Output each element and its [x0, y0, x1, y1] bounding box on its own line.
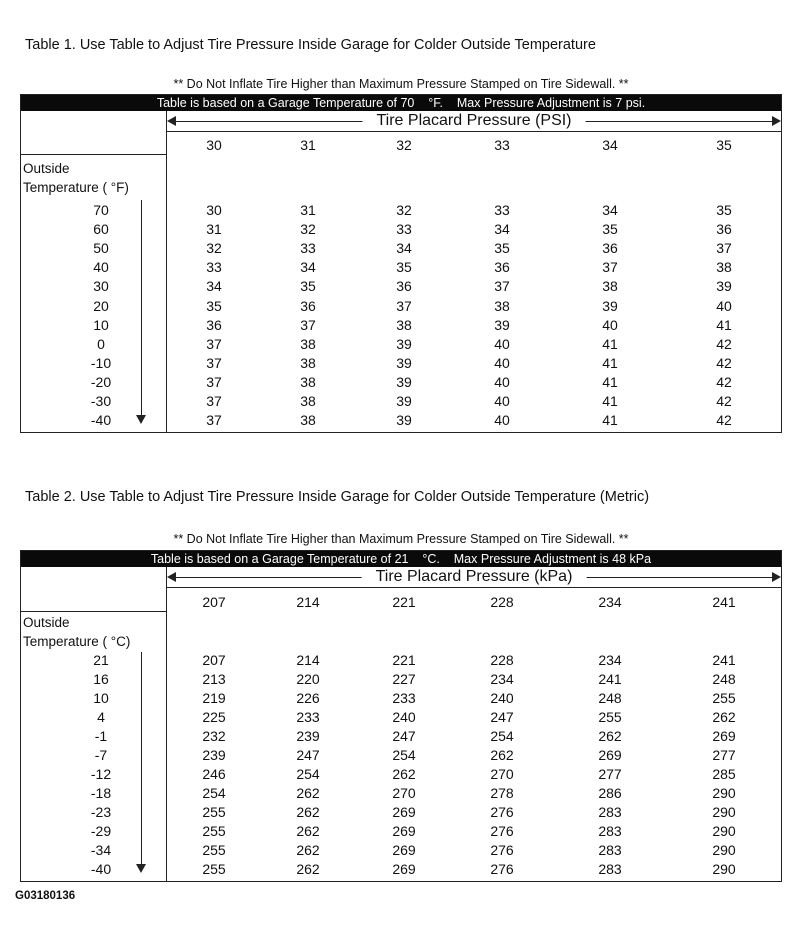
pressure-cell: 35	[396, 259, 412, 276]
pressure-cell: 255	[712, 690, 736, 706]
pressure-cell: 262	[296, 785, 320, 801]
pressure-cell: 37	[602, 259, 618, 276]
pressure-cell: 262	[490, 747, 514, 763]
pressure-cell: 290	[712, 804, 736, 820]
pressure-cell: 40	[494, 373, 510, 390]
pressure-cell: 39	[716, 278, 732, 295]
pressure-cell: 40	[494, 354, 510, 371]
temperature-cell: -10	[90, 354, 112, 371]
table-2-placard-header	[167, 567, 781, 588]
pressure-cell: 33	[206, 259, 222, 276]
temperature-cell: -30	[90, 393, 112, 409]
pressure-cell: 36	[716, 221, 732, 238]
pressure-cell: 233	[392, 690, 416, 706]
pressure-cell: 40	[494, 393, 510, 409]
table-row	[21, 201, 781, 220]
table-row	[21, 258, 781, 277]
table-row	[21, 297, 781, 316]
pressure-cell: 42	[716, 335, 732, 352]
pressure-cell: 42	[716, 393, 732, 409]
pressure-cell: 254	[490, 728, 514, 744]
pressure-cell: 39	[396, 335, 412, 352]
pressure-cell: 255	[202, 804, 226, 820]
pressure-cell: 42	[716, 373, 732, 390]
pressure-cell: 221	[392, 652, 416, 668]
pressure-cell: 41	[602, 335, 618, 352]
pressure-cell: 240	[392, 709, 416, 725]
pressure-cell: 37	[300, 316, 316, 333]
pressure-cell: 37	[396, 297, 412, 314]
pressure-cell: 234	[490, 671, 514, 687]
table-row	[21, 335, 781, 354]
column-header: 31	[300, 137, 316, 153]
pressure-cell: 37	[206, 354, 222, 371]
temperature-cell: 40	[93, 259, 109, 276]
temperature-cell: -23	[90, 804, 112, 820]
pressure-cell: 239	[296, 728, 320, 744]
pressure-cell: 247	[490, 709, 514, 725]
pressure-cell: 32	[300, 221, 316, 238]
pressure-cell: 276	[490, 842, 514, 858]
table-1	[20, 94, 782, 433]
table-row	[21, 220, 781, 239]
pressure-cell: 38	[494, 297, 510, 314]
pressure-cell: 269	[392, 861, 416, 877]
table-2-note: ** Do Not Inflate Tire Higher than Maximum Pressure Stamped on Tire Sidewall. **	[173, 532, 629, 546]
column-header: 221	[392, 594, 416, 610]
pressure-cell: 269	[598, 747, 622, 763]
pressure-cell: 38	[300, 393, 316, 409]
temperature-cell: 16	[93, 671, 109, 687]
pressure-cell: 42	[716, 354, 732, 371]
table-1-side-divider	[21, 154, 166, 155]
table-row	[21, 765, 781, 784]
pressure-cell: 39	[396, 412, 412, 429]
table-row	[21, 411, 781, 430]
table-row	[21, 708, 781, 727]
pressure-cell: 40	[494, 412, 510, 429]
table-2-title: Table 2. Use Table to Adjust Tire Pressure Inside Garage for Colder Outside Temperature (Metric)	[25, 489, 650, 505]
table-1-title: Table 1. Use Table to Adjust Tire Pressure Inside Garage for Colder Outside Temperature	[25, 37, 596, 53]
pressure-cell: 31	[206, 221, 222, 238]
temperature-cell: -20	[90, 373, 112, 390]
pressure-cell: 36	[602, 240, 618, 257]
pressure-cell: 213	[202, 671, 226, 687]
pressure-cell: 34	[494, 221, 510, 238]
pressure-cell: 290	[712, 785, 736, 801]
right-arrow-icon	[772, 572, 781, 582]
table-2-side-label-temperature: Temperature ( °C)	[23, 634, 131, 649]
pressure-cell: 37	[206, 373, 222, 390]
pressure-cell: 248	[712, 671, 736, 687]
table-row	[21, 822, 781, 841]
pressure-cell: 42	[716, 412, 732, 429]
pressure-cell: 269	[712, 728, 736, 744]
pressure-cell: 255	[202, 842, 226, 858]
pressure-cell: 36	[396, 278, 412, 295]
pressure-cell: 262	[296, 823, 320, 839]
pressure-cell: 34	[206, 278, 222, 295]
pressure-cell: 35	[206, 297, 222, 314]
pressure-cell: 36	[494, 259, 510, 276]
pressure-cell: 36	[206, 316, 222, 333]
pressure-cell: 34	[300, 259, 316, 276]
pressure-cell: 30	[206, 202, 222, 218]
table-2-placard-label: Tire Placard Pressure (kPa)	[362, 567, 587, 587]
table-2	[20, 550, 782, 882]
pressure-cell: 39	[396, 373, 412, 390]
pressure-cell: 38	[396, 316, 412, 333]
pressure-cell: 32	[206, 240, 222, 257]
pressure-cell: 38	[300, 373, 316, 390]
pressure-cell: 241	[712, 652, 736, 668]
pressure-cell: 40	[716, 297, 732, 314]
pressure-cell: 239	[202, 747, 226, 763]
right-arrow-icon	[772, 116, 781, 126]
pressure-cell: 34	[396, 240, 412, 257]
pressure-cell: 228	[490, 652, 514, 668]
temperature-cell: -1	[94, 728, 108, 744]
pressure-cell: 233	[296, 709, 320, 725]
table-2-side-label-outside: Outside	[23, 615, 70, 630]
pressure-cell: 35	[300, 278, 316, 295]
table-row	[21, 651, 781, 670]
pressure-cell: 39	[602, 297, 618, 314]
table-row	[21, 803, 781, 822]
table-2-side-divider	[21, 611, 166, 612]
pressure-cell: 255	[202, 823, 226, 839]
pressure-cell: 248	[598, 690, 622, 706]
pressure-cell: 39	[396, 393, 412, 409]
pressure-cell: 277	[712, 747, 736, 763]
temperature-cell: 20	[93, 297, 109, 314]
pressure-cell: 283	[598, 861, 622, 877]
pressure-cell: 234	[598, 652, 622, 668]
pressure-cell: 31	[300, 202, 316, 218]
pressure-cell: 262	[296, 861, 320, 877]
pressure-cell: 270	[490, 766, 514, 782]
pressure-cell: 37	[716, 240, 732, 257]
pressure-cell: 247	[296, 747, 320, 763]
pressure-cell: 290	[712, 861, 736, 877]
table-row	[21, 373, 781, 392]
pressure-cell: 38	[602, 278, 618, 295]
pressure-cell: 246	[202, 766, 226, 782]
table-row	[21, 841, 781, 860]
pressure-cell: 262	[598, 728, 622, 744]
pressure-cell: 39	[396, 354, 412, 371]
pressure-cell: 276	[490, 823, 514, 839]
table-row	[21, 689, 781, 708]
table-1-side-label-temperature: Temperature ( °F)	[23, 180, 129, 195]
pressure-cell: 219	[202, 690, 226, 706]
pressure-cell: 37	[206, 335, 222, 352]
column-header: 33	[494, 137, 510, 153]
pressure-cell: 225	[202, 709, 226, 725]
table-row	[21, 860, 781, 879]
pressure-cell: 41	[716, 316, 732, 333]
pressure-cell: 34	[602, 202, 618, 218]
pressure-cell: 38	[300, 412, 316, 429]
table-1-side-label-outside: Outside	[23, 161, 70, 176]
pressure-cell: 290	[712, 842, 736, 858]
column-header: 34	[602, 137, 618, 153]
pressure-cell: 37	[206, 412, 222, 429]
pressure-cell: 254	[296, 766, 320, 782]
temperature-cell: 70	[93, 202, 109, 218]
pressure-cell: 269	[392, 842, 416, 858]
table-row	[21, 727, 781, 746]
temperature-cell: 21	[93, 652, 109, 668]
left-arrow-icon	[167, 116, 176, 126]
pressure-cell: 226	[296, 690, 320, 706]
pressure-cell: 278	[490, 785, 514, 801]
table-1-note: ** Do Not Inflate Tire Higher than Maximum Pressure Stamped on Tire Sidewall. **	[173, 77, 629, 91]
table-2-banner: Table is based on a Garage Temperature of 21 °C. Max Pressure Adjustment is 48 kPa	[21, 551, 781, 567]
pressure-cell: 254	[202, 785, 226, 801]
pressure-cell: 269	[392, 804, 416, 820]
temperature-cell: 10	[93, 690, 109, 706]
temperature-cell: -12	[90, 766, 112, 782]
pressure-cell: 277	[598, 766, 622, 782]
table-row	[21, 354, 781, 373]
pressure-cell: 255	[202, 861, 226, 877]
pressure-cell: 41	[602, 412, 618, 429]
pressure-cell: 40	[494, 335, 510, 352]
table-row	[21, 277, 781, 296]
temperature-cell: -29	[90, 823, 112, 839]
pressure-cell: 283	[598, 842, 622, 858]
table-1-placard-label: Tire Placard Pressure (PSI)	[362, 111, 585, 131]
temperature-cell: 60	[93, 221, 109, 238]
pressure-cell: 240	[490, 690, 514, 706]
pressure-cell: 285	[712, 766, 736, 782]
pressure-cell: 262	[392, 766, 416, 782]
pressure-cell: 227	[392, 671, 416, 687]
temperature-cell: -40	[90, 412, 112, 429]
pressure-cell: 38	[300, 335, 316, 352]
temperature-cell: 30	[93, 278, 109, 295]
temperature-cell: 0	[97, 335, 105, 352]
table-row	[21, 746, 781, 765]
table-row	[21, 392, 781, 411]
pressure-cell: 255	[598, 709, 622, 725]
pressure-cell: 220	[296, 671, 320, 687]
pressure-cell: 207	[202, 652, 226, 668]
pressure-cell: 39	[494, 316, 510, 333]
pressure-cell: 33	[300, 240, 316, 257]
temperature-cell: -18	[90, 785, 112, 801]
pressure-cell: 36	[300, 297, 316, 314]
column-header: 228	[490, 594, 514, 610]
pressure-cell: 254	[392, 747, 416, 763]
pressure-cell: 41	[602, 373, 618, 390]
pressure-cell: 276	[490, 804, 514, 820]
pressure-cell: 286	[598, 785, 622, 801]
pressure-cell: 214	[296, 652, 320, 668]
table-1-banner: Table is based on a Garage Temperature of 70 °F. Max Pressure Adjustment is 7 psi.	[21, 95, 781, 111]
pressure-cell: 38	[716, 259, 732, 276]
pressure-cell: 35	[602, 221, 618, 238]
column-header: 207	[202, 594, 226, 610]
temperature-cell: -40	[90, 861, 112, 877]
pressure-cell: 40	[602, 316, 618, 333]
pressure-cell: 38	[300, 354, 316, 371]
pressure-cell: 262	[296, 842, 320, 858]
pressure-cell: 33	[396, 221, 412, 238]
pressure-cell: 276	[490, 861, 514, 877]
pressure-cell: 37	[494, 278, 510, 295]
pressure-cell: 262	[712, 709, 736, 725]
column-header: 234	[598, 594, 622, 610]
temperature-cell: -7	[94, 747, 108, 763]
pressure-cell: 41	[602, 354, 618, 371]
pressure-cell: 262	[296, 804, 320, 820]
table-row	[21, 239, 781, 258]
column-header: 241	[712, 594, 736, 610]
pressure-cell: 283	[598, 804, 622, 820]
figure-code: G03180136	[15, 890, 76, 902]
column-header: 35	[716, 137, 732, 153]
pressure-cell: 283	[598, 823, 622, 839]
pressure-cell: 269	[392, 823, 416, 839]
temperature-cell: 4	[97, 709, 105, 725]
column-header: 214	[296, 594, 320, 610]
pressure-cell: 33	[494, 202, 510, 218]
pressure-cell: 37	[206, 393, 222, 409]
pressure-cell: 32	[396, 202, 412, 218]
pressure-cell: 232	[202, 728, 226, 744]
table-row	[21, 316, 781, 335]
pressure-cell: 41	[602, 393, 618, 409]
left-arrow-icon	[167, 572, 176, 582]
table-row	[21, 670, 781, 689]
pressure-cell: 247	[392, 728, 416, 744]
pressure-cell: 270	[392, 785, 416, 801]
pressure-cell: 35	[716, 202, 732, 218]
table-row	[21, 784, 781, 803]
pressure-cell: 290	[712, 823, 736, 839]
table-1-placard-header	[167, 111, 781, 132]
temperature-cell: -34	[90, 842, 112, 858]
pressure-cell: 241	[598, 671, 622, 687]
temperature-cell: 10	[93, 316, 109, 333]
column-header: 32	[396, 137, 412, 153]
temperature-cell: 50	[93, 240, 109, 257]
pressure-cell: 35	[494, 240, 510, 257]
column-header: 30	[206, 137, 222, 153]
